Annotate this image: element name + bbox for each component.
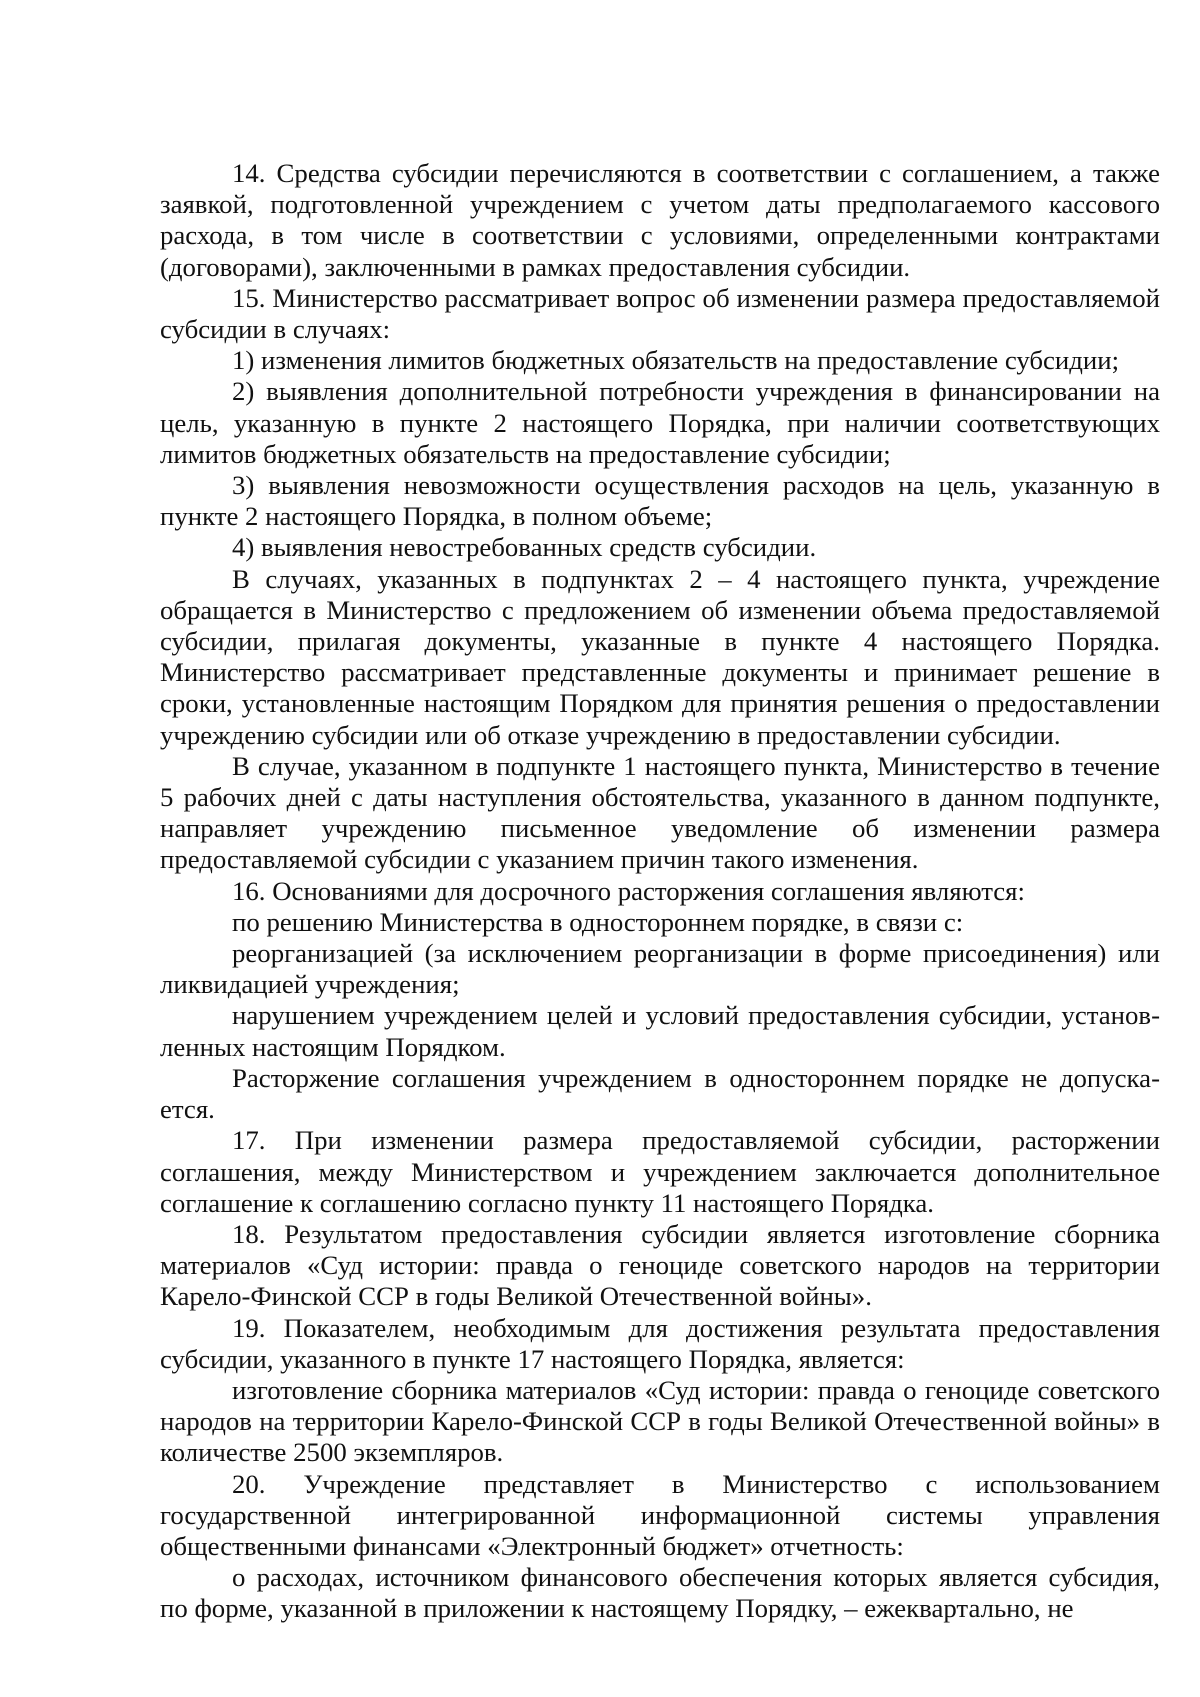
paragraph-17: 17. При изменении размера предоставляемой субсидии, расторжении соглашения, между Министерством и учреждением заключается дополнительное соглашение к соглашению согласно пункту 11 настоящего Порядка. <box>160 1125 1160 1218</box>
paragraph-20: 20. Учреждение представляет в Министерство с использованием государственной интегрированной информационной системы управления общественными финансами «Электронный бюджет» отчетность: <box>160 1468 1160 1561</box>
paragraph-16-ministry-decision: по решению Министерства в одностороннем порядке, в связи с: <box>232 906 964 937</box>
paragraph-20-expenses-report: о расходах, источником финансового обеспечения которых является субсидия, по форме, указанной в приложении к настоящему Порядку, – ежеквартально, не <box>160 1562 1160 1624</box>
paragraph-15-item-4: 4) выявления невостребованных средств субсидии. <box>232 532 817 563</box>
paragraph-15-cases-2-4: В случаях, указанных в подпунктах 2 – 4 настоящего пункта, учреждение обращается в Министерство с предложением об изменении объема предоставляемой субсидии, прилагая документы, указанные в пункте 4 настоящего Порядка. Министерство рассматривает представленные документы и принимает решение в сроки, установленные настоящим Порядком для принятия решения о предоставлении учреждению субсидии или об отказе учреждению в предоставлении субсидии. <box>160 563 1160 750</box>
paragraph-15-item-3: 3) выявления невозможности осуществления расходов на цель, указанную в пункте 2 настоящего Порядка, в полном объеме; <box>160 470 1160 532</box>
paragraph-16-reorganization: реорганизацией (за исключением реорганизации в форме присоединения) или ликвидацией учреждения; <box>160 938 1160 1000</box>
paragraph-16-violation: нарушением учреждением целей и условий предоставления субсидии, установленных настоящим Порядком. <box>160 1000 1160 1062</box>
paragraph-15-case-1: В случае, указанном в подпункте 1 настоящего пункта, Министерство в течение 5 рабочих дней с даты наступления обстоятельства, указанного в данном подпункте, направляет учреждению письменное уведомление об изменении размера предоставляемой субсидии с указанием причин такого изменения. <box>160 750 1160 875</box>
paragraph-16-termination: Расторжение соглашения учреждением в одностороннем порядке не допускается. <box>160 1062 1160 1125</box>
paragraph-16: 16. Основаниями для досрочного расторжения соглашения являются: <box>232 875 1025 906</box>
paragraph-19-indicator: изготовление сборника материалов «Суд истории: правда о геноциде советского народов на территории Карело-Финской ССР в годы Великой Отечественной войны» в количестве 2500 экземпляров. <box>160 1374 1160 1468</box>
paragraph-19: 19. Показателем, необходимым для достижения результата предоставления субсидии, указанного в пункте 17 настоящего Порядка, является: <box>160 1312 1160 1374</box>
paragraph-15-item-1: 1) изменения лимитов бюджетных обязательств на предоставление субсидии; <box>232 345 1120 376</box>
paragraph-18: 18. Результатом предоставления субсидии является изготовление сборника материалов «Суд истории: правда о геноциде советского народов на территории Карело-Финской ССР в годы Великой Отечественной войны». <box>160 1218 1160 1312</box>
paragraph-14: 14. Средства субсидии перечисляются в соответствии с соглашением, а также заявкой, подготовленной учреждением с учетом даты предполагаемого кассового расхода, в том числе в соответствии с условиями, определенными контрактами (договорами), заключенными в рамках предоставления субсидии. <box>160 158 1160 282</box>
paragraph-15-item-2: 2) выявления дополнительной потребности учреждения в финансировании на цель, указанную в пункте 2 настоящего Порядка, при наличии соответствующих лимитов бюджетных обязательств на предоставление субсидии; <box>160 376 1160 469</box>
paragraph-15: 15. Министерство рассматривает вопрос об изменении размера предоставляемой субсидии в случаях: <box>160 282 1160 345</box>
document-body <box>160 158 1160 1625</box>
